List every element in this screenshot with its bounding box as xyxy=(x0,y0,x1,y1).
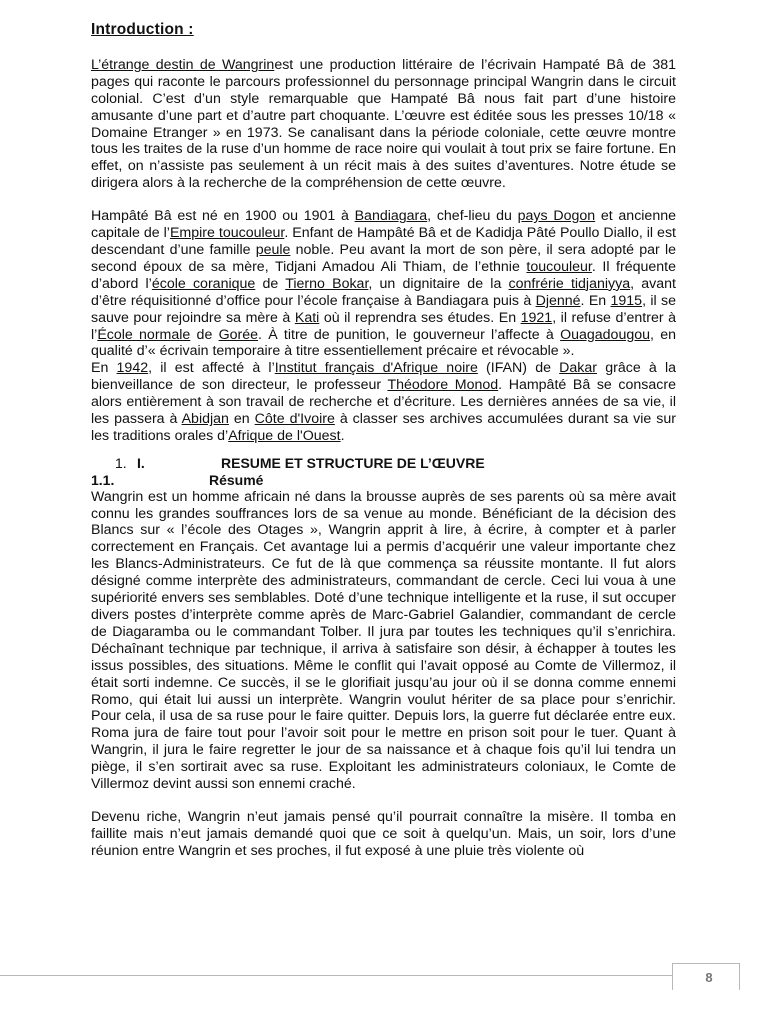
subsection-heading xyxy=(91,472,676,489)
summary-paragraph-1: Wangrin est un homme africain né dans la brousse auprès de ses parents où sa mère avait connu les grandes souffrances lors de sa venue au monde. Bénéficiant de la décision des Blancs sur « l’école des Otages », Wangrin apprit à lire, à écrire, à compter et à parler correctement en Français. Cet avantage lui a permis d’acquérir une valeur importante chez les Blancs-Administrateurs. Ce fut de là que commença sa réussite montante. Il fut alors désigné comme interprète des administrateurs, commandant de cercle. Ceci lui voua à une supériorité envers ses semblables. Doté d’une technique intelligente et la ruse, il sut occuper divers postes d’interprète comme après de Marc-Gabriel Galandier, commandant de cercle de Diagaramba ou le commandant Tolber. Il jura par toutes les techniques qu’il s’enrichira. Déchaînant technique par technique, il arriva à satisfaire son désir, à échapper à toutes les issus possibles, des situations. Même le conflit qui l’avait opposé au Comte de Villermoz, il était sorti indemne. Ce succès, il se le glorifiait jusqu’au jour où il se donna comme ennemi Romo, qui était lui aussi un interprète. Wangrin voulut hériter de sa place pour s’enrichir. Pour cela, il usa de sa ruse pour le faire quitter. Depuis lors, la guerre fut déclarée entre eux. Roma jura de faire tout pour l’avoir soit pour le mettre en prison soit pour le tuer. Quant à Wangrin, il jura le faire regretter le jour de sa naissance et à chaque fois qu’il lui tendra un piège, il s’en sortirait avec sa ruse. Exploitant les administrateurs coloniaux, le Comte de Villermoz devint aussi son ennemi craché. xyxy=(91,488,676,793)
link-ecole-coranique[interactable]: école coranique xyxy=(151,275,256,292)
link-toucouleur[interactable]: toucouleur xyxy=(526,258,592,275)
intro-paragraph-1: L’étrange destin de Wangrinest une production littéraire de l’écrivain Hampaté Bâ de 381 pages qui raconte le parcours professionnel du personnage principal Wangrin dans le circuit colonial. C’est d’un style remarquable que Hampaté Bâ nous fait part d’une histoire amusante d’une part et d’autre part choquante. L’œuvre est éditée sous les presses 10/18 « Domaine Etranger » en 1973. Se canalisant dans la période coloniale, cette œuvre montre tous les traites de la ruse d’un homme de race noire qui voulait à tout prix se faire fortune. En effet, on n’assiste pas seulement à un récit mais à des suites d’aventures. Notre étude se dirigera alors à la recherche de la compréhension de cette œuvre. xyxy=(91,56,676,192)
summary-paragraph-2: Devenu riche, Wangrin n’eut jamais pensé qu’il pourrait connaître la misère. Il tomba en faillite mais n’eut jamais demandé quoi que ce soit à quelqu’un. Mais, un soir, lors d’une réunion entre Wangrin et ses proches, il fut exposé à une pluie très violente où xyxy=(91,808,676,859)
link-ouagadougou[interactable]: Ouagadougou xyxy=(560,326,651,343)
book-title-link[interactable]: L’étrange destin de Wangrin xyxy=(91,56,275,73)
link-cote-divoire[interactable]: Côte d'Ivoire xyxy=(254,411,335,428)
page-number-box xyxy=(672,963,740,990)
section-title: RESUME ET STRUCTURE DE L’ŒUVRE xyxy=(221,454,485,471)
link-peule[interactable]: peule xyxy=(255,241,291,258)
link-goree[interactable]: Gorée xyxy=(218,326,259,343)
link-1942[interactable]: 1942 xyxy=(116,360,149,377)
link-abidjan[interactable]: Abidjan xyxy=(181,411,229,428)
link-afrique-ouest[interactable]: Afrique de l'Ouest xyxy=(228,427,341,444)
document-page xyxy=(91,22,676,860)
link-bandiagara[interactable]: Bandiagara xyxy=(354,208,428,225)
link-tierno-bokar[interactable]: Tierno Bokar xyxy=(285,275,369,292)
section-heading xyxy=(91,455,676,472)
page-heading: Introduction : xyxy=(91,21,194,38)
link-1921[interactable]: 1921 xyxy=(520,309,553,326)
link-djenne[interactable]: Djenné xyxy=(535,292,581,309)
section-list-number: 1. xyxy=(115,454,127,471)
page-number: 8 xyxy=(705,969,713,985)
footer-rule xyxy=(0,975,672,976)
link-ecole-normale[interactable]: École normale xyxy=(97,326,191,343)
section-roman-numeral: I. xyxy=(137,454,145,471)
link-1915[interactable]: 1915 xyxy=(610,292,643,309)
intro-paragraph-2: Hampâté Bâ est né en 1900 ou 1901 à Bandiagara, chef-lieu du pays Dogon et ancienne capitale de l’Empire toucouleur. Enfant de Hampâté Bâ et de Kadidja Pâté Poullo Diallo, il est descendant d’une famille peule noble. Peu avant la mort de son père, il sera adopté par le second époux de sa mère, Tidjani Amadou Ali Thiam, de l’ethnie toucouleur. Il fréquente d’abord l’école coranique de Tierno Bokar, un dignitaire de la confrérie tidjaniyya, avant d’être réquisitionné d’office pour l’école française à Bandiagara puis à Djenné. En 1915, il se sauve pour rejoindre sa mère à Kati où il reprendra ses études. En 1921, il refuse d’entrer à l’École normale de Gorée. À titre de punition, le gouverneur l’affecte à Ouagadougou, en qualité d’« écrivain temporaire à titre essentiellement précaire et révocable ». xyxy=(91,208,676,360)
intro-paragraph-3: En 1942, il est affecté à l’Institut français d'Afrique noire (IFAN) de Dakar grâce à la bienveillance de son directeur, le professeur Théodore Monod. Hampâté Bâ se consacre alors entièrement à son travail de recherche et d’écriture. Les dernières années de sa vie, il les passera à Abidjan en Côte d'Ivoire à classer ses archives accumulées durant sa vie sur les traditions orales d’Afrique de l'Ouest. xyxy=(91,360,677,444)
link-pays-dogon[interactable]: pays Dogon xyxy=(517,208,596,225)
subsection-title: Résumé xyxy=(209,471,264,488)
subsection-number: 1.1. xyxy=(91,471,115,488)
link-ifan[interactable]: Institut français d'Afrique noire xyxy=(274,360,478,377)
link-kati[interactable]: Kati xyxy=(294,309,320,326)
link-dakar[interactable]: Dakar xyxy=(559,360,598,377)
link-confrerie-tidjaniyya[interactable]: confrérie tidjaniyya xyxy=(508,275,631,292)
link-empire-toucouleur[interactable]: Empire toucouleur xyxy=(169,225,285,242)
link-theodore-monod[interactable]: Théodore Monod xyxy=(387,377,499,394)
